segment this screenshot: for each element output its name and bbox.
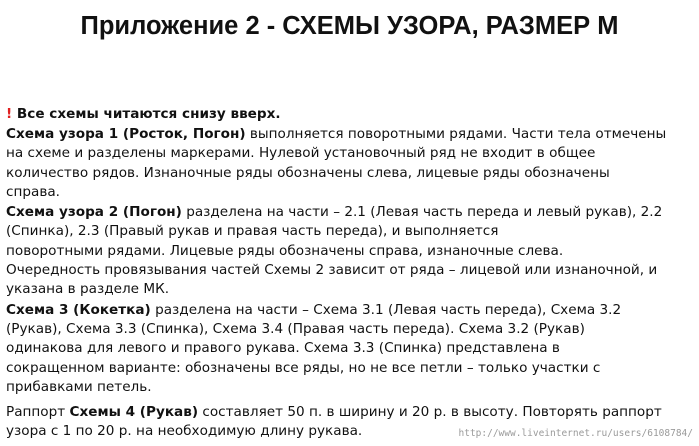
line-text: прибавками петель. (6, 378, 152, 395)
line-text: выполняется поворотными рядами. Части тела отмечены (245, 126, 667, 142)
paragraph-line (6, 403, 696, 422)
line-text: указана в разделе МК. (6, 281, 170, 298)
line-text: справа. (6, 183, 60, 200)
scheme-name: Схема узора 2 (Погон) (6, 204, 182, 221)
paragraph-line (6, 378, 696, 397)
paragraph-3 (6, 301, 696, 397)
line-prefix: Раппорт (6, 404, 70, 421)
paragraph-line (6, 301, 696, 320)
instructions (6, 105, 696, 442)
paragraphs (6, 125, 696, 442)
line-text: (Спинка), 2.3 (Правый рукав и правая часть переда), и выполняется (6, 223, 499, 240)
line-text: поворотными рядами. Лицевые ряды обозначены справа, изнаночные слева. (6, 242, 564, 259)
paragraph-line (6, 183, 696, 202)
reading-note-text: Все схемы читаются снизу вверх. (12, 106, 281, 122)
paragraph-line (6, 242, 696, 261)
line-text: на схеме и разделены маркерами. Нулевой установочный ряд не входит в общее (6, 145, 596, 162)
line-text: узора с 1 по 20 р. на необходимую длину рукава. (6, 423, 363, 440)
scheme-name: Схемы 4 (Рукав) (69, 404, 199, 421)
paragraph-line (6, 144, 696, 163)
paragraph-line (6, 339, 696, 358)
source-watermark: http://www.liveinternet.ru/users/6108784/ (458, 428, 693, 439)
paragraph-line (6, 125, 696, 144)
line-text: разделена на части – 2.1 (Левая часть переда и левый рукав), 2.2 (181, 204, 663, 221)
line-text: (Рукав), Схема 3.3 (Спинка), Схема 3.4 (Правая часть переда). Схема 3.2 (Рукав) (6, 320, 585, 337)
line-text: Очередность провязывания частей Схемы 2 зависит от ряда – лицевой или изнаночной, и (6, 262, 658, 279)
line-text: сокращенном варианте: обозначены все ряды, но не все петли – только участки с (6, 359, 601, 376)
line-text: одинакова для левого и правого рукава. Схема 3.3 (Спинка) представлена в (6, 340, 560, 357)
paragraph-line (6, 222, 696, 241)
paragraph-line (6, 359, 696, 378)
paragraph-line (6, 203, 696, 222)
paragraph-line (6, 261, 696, 280)
paragraph-1 (6, 125, 696, 202)
line-text: составляет 50 п. в ширину и 20 р. в высоту. Повторять раппорт (198, 404, 662, 421)
paragraph-line (6, 280, 696, 299)
paragraph-line (6, 164, 696, 183)
paragraph-2 (6, 203, 696, 299)
paragraph-line (6, 320, 696, 339)
scheme-name: Схема узора 1 (Росток, Погон) (6, 126, 246, 142)
scheme-name: Схема 3 (Кокетка) (6, 301, 151, 318)
reading-note (6, 105, 696, 124)
line-text: разделена на части – Схема 3.1 (Левая часть переда), Схема 3.2 (150, 301, 622, 318)
exclamation-mark: ! (6, 106, 13, 122)
line-text: количество рядов. Изнаночные ряды обозначены слева, лицевые ряды обозначены (6, 164, 610, 181)
page-title: Приложение 2 - СХЕМЫ УЗОРА, РАЗМЕР М (80, 12, 619, 40)
